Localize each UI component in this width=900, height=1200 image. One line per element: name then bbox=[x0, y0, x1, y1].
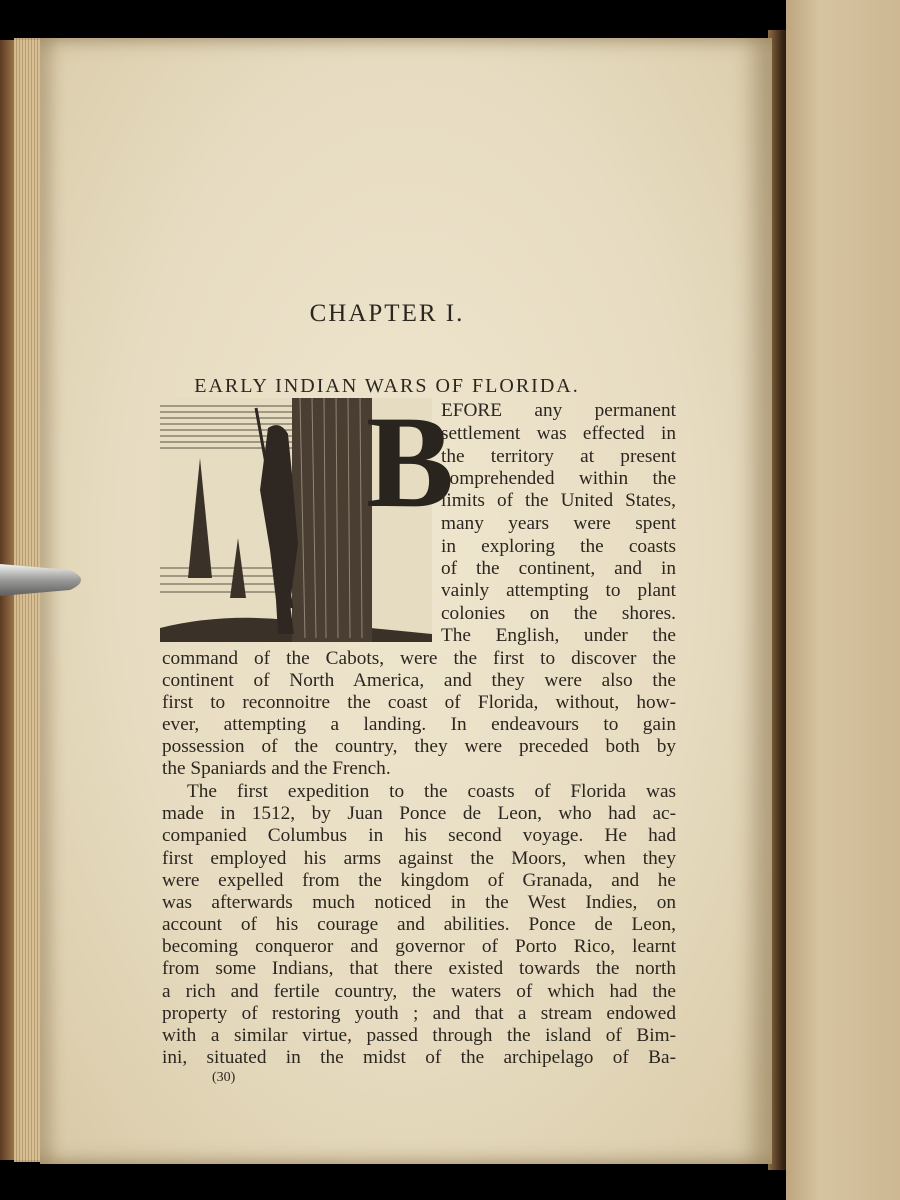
paragraph2-line-9: a rich and fertile country, the waters of which had the bbox=[162, 981, 676, 1002]
paragraph2-line-11: with a similar virtue, passed through the island of Bim- bbox=[162, 1025, 676, 1046]
wrapped-line-2: settlement was effected in bbox=[441, 423, 676, 444]
paragraph2-line-2: companied Columbus in his second voyage. He had bbox=[162, 825, 676, 846]
drop-cap: B bbox=[366, 388, 455, 535]
wrapped-line-8: of the continent, and in bbox=[441, 558, 676, 579]
paragraph2-line-12: ini, situated in the midst of the archipelago of Ba- bbox=[162, 1047, 676, 1068]
paragraph2-line-7: becoming conqueror and governor of Porto Rico, learnt bbox=[162, 936, 676, 957]
paragraph2-line-6: account of his courage and abilities. Ponce de Leon, bbox=[162, 914, 676, 935]
paragraph1-line-4: ever, attempting a landing. In endeavours to gain bbox=[162, 714, 676, 735]
facing-page bbox=[786, 0, 900, 1200]
paragraph1-line-3: first to reconnoitre the coast of Florida, without, how- bbox=[162, 692, 676, 713]
chapter-title: EARLY INDIAN WARS OF FLORIDA. bbox=[194, 375, 580, 397]
bookmark-ribbon[interactable] bbox=[0, 560, 92, 600]
paragraph2-line-8: from some Indians, that there existed towards the north bbox=[162, 958, 676, 979]
wrapped-line-11: The English, under the bbox=[441, 625, 676, 646]
paragraph1-line-6: the Spaniards and the French. bbox=[162, 758, 391, 779]
paragraph1-line-5: possession of the country, they were preceded both by bbox=[162, 736, 676, 757]
wrapped-line-7: in exploring the coasts bbox=[441, 536, 676, 557]
wrapped-line-1: EFORE any permanent bbox=[441, 400, 676, 421]
wrapped-line-6: many years were spent bbox=[441, 513, 676, 534]
wrapped-line-4: comprehended within the bbox=[441, 468, 676, 489]
paragraph2-line-1: made in 1512, by Juan Ponce de Leon, who had ac- bbox=[162, 803, 676, 824]
paragraph2-first-line: The first expedition to the coasts of Florida was bbox=[187, 781, 676, 802]
paragraph2-line-3: first employed his arms against the Moors, when they bbox=[162, 848, 676, 869]
paragraph1-line-1: command of the Cabots, were the first to discover the bbox=[162, 648, 676, 669]
wrapped-line-9: vainly attempting to plant bbox=[441, 580, 676, 601]
wrapped-line-10: colonies on the shores. bbox=[441, 603, 676, 624]
paragraph2-line-5: was afterwards much noticed in the West Indies, on bbox=[162, 892, 676, 913]
wrapped-line-5: limits of the United States, bbox=[441, 490, 676, 511]
chapter-heading: CHAPTER I. bbox=[309, 300, 465, 327]
page-folio: (30) bbox=[212, 1070, 236, 1085]
paragraph2-line-4: were expelled from the kingdom of Granada, and he bbox=[162, 870, 676, 891]
woodcut-illustration bbox=[160, 388, 455, 642]
wrapped-line-3: the territory at present bbox=[441, 446, 676, 467]
paragraph1-line-2: continent of North America, and they were also the bbox=[162, 670, 676, 691]
paragraph2-line-10: property of restoring youth ; and that a stream endowed bbox=[162, 1003, 676, 1024]
